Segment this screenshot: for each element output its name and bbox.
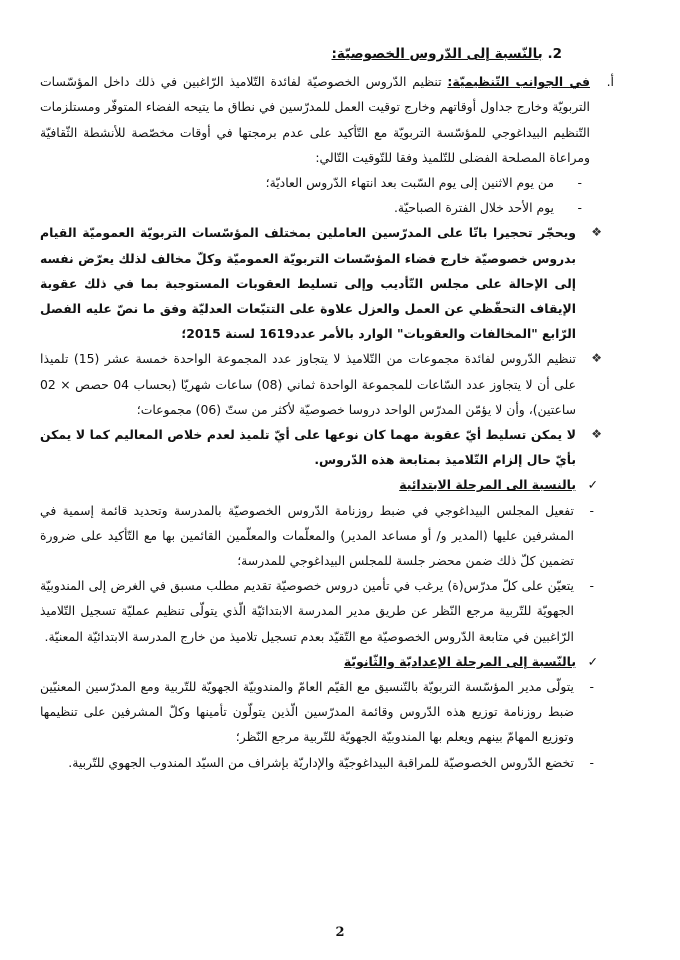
secondary-stage-heading bbox=[40, 649, 598, 674]
organizational-aspects-paragraph bbox=[40, 69, 614, 170]
item-a-lead: في الجوانب التّنظيميّة: bbox=[447, 74, 590, 90]
primary-item-text: يتعيّن على كلّ مدرّس(ة) يرغب في تأمين دروس خصوصيّة تقديم مطلب مسبق في الغرض إلى المندوبيّة الجهويّة للتّربية مرجع النّظر عن طريق مدير المدرسة الابتدائيّة الّذي يتولّى تنظيم عمليّة تسجيل التّلاميذ الرّاغبين في متابعة الدّروس الخصوصيّة مع التّقيّد بعدم تسجيل تلاميذ من خارج المدرسة الابتدائيّة المعنيّة. bbox=[40, 578, 574, 644]
bullet-text: تنظيم الدّروس لفائدة مجموعات من التّلاميذ لا يتجاوز عدد المجموعة الواحدة خمسة عشر (15) تلميذا على أن لا يتجاوز عدد السّاعات للمجموعة الواحدة ثماني (08) ساعات شهريّا (بحساب 04 حصص × 02 ساعتين)، وأن لا يؤمّن المدرّس الواحد دروسا خصوصيّة لأكثر من ستّ (06) مجموعات؛ bbox=[40, 351, 576, 417]
primary-stage-title: بالنسبة الى المرحلة الابتدائية bbox=[399, 477, 576, 493]
dash-icon: - bbox=[577, 200, 582, 216]
dash-icon: - bbox=[577, 175, 582, 191]
document-body bbox=[40, 42, 658, 775]
secondary-item bbox=[40, 750, 598, 775]
secondary-item-text: تخضع الدّروس الخصوصيّة للمراقبة البيداغوجيّة والإداريّة بإشراف من السيّد المندوب الجهوي للتّربية. bbox=[68, 754, 574, 770]
secondary-stage-title: بالنّسبة إلى المرحلة الإعداديّة والثّانويّة bbox=[343, 653, 576, 669]
bullet-text: لا يمكن تسليط أيّ عقوبة مهما كان نوعها على أيّ تلميذ لعدم خلاص المعاليم كما لا يمكن بأيّ حال إلزام التّلاميذ بمتابعة هذه الدّروس. bbox=[40, 427, 576, 468]
item-a-marker: أ. bbox=[606, 74, 614, 90]
section-number: 2. bbox=[547, 46, 562, 62]
diamond-bullet-icon: ❖ bbox=[591, 225, 602, 240]
dash-icon: - bbox=[589, 502, 594, 518]
prohibition-bullet bbox=[40, 220, 602, 346]
no-penalty-bullet bbox=[40, 422, 602, 472]
dash-icon: - bbox=[589, 578, 594, 594]
section-title: بالنّسبة إلى الدّروس الخصوصيّة: bbox=[331, 46, 543, 62]
page-number: 2 bbox=[335, 925, 345, 940]
schedule-item bbox=[40, 195, 590, 220]
dash-icon: - bbox=[589, 754, 594, 770]
dash-icon: - bbox=[589, 679, 594, 695]
primary-stage-heading bbox=[40, 472, 598, 497]
diamond-bullet-icon: ❖ bbox=[591, 427, 602, 442]
schedule-item-text: يوم الأحد خلال الفترة الصباحيّة. bbox=[393, 200, 554, 216]
schedule-item-text: من يوم الاثنين إلى يوم السّبت بعد انتهاء الدّروس العاديّة؛ bbox=[265, 175, 554, 191]
secondary-item bbox=[40, 674, 598, 750]
schedule-item bbox=[40, 170, 590, 195]
checkmark-icon: ✓ bbox=[587, 653, 598, 669]
primary-item bbox=[40, 498, 598, 574]
primary-item-text: تفعيل المجلس البيداغوجي في ضبط روزنامة الدّروس الخصوصيّة بالمدرسة وتحديد قائمة إسمية في المشرفين عليها (المدير و/ أو مساعد المدير) والمعلّمات والمعلّمين القائمين بها مع التّأكيد على ضرورة تضمين كلّ ذلك ضمن محضر جلسة للمجلس البيداغوجي للمدرسة؛ bbox=[40, 502, 574, 569]
diamond-bullet-icon: ❖ bbox=[591, 351, 602, 366]
bullet-text: ويحجّر تحجيرا باتّا على المدرّسين العاملين بمختلف المؤسّسات التربويّة العموميّة القيام بدروس خصوصيّة خارج فضاء المؤسّسات التربويّة العموميّة وكلّ مخالف لذلك يعرّض نفسه إلى الإحالة على مجلس التّأديب وإلى تسليط العقوبات المستوجبة بما في ذلك عقوبة الإيقاف التحفّظي عن العمل والعزل علاوة على التتبّعات العدليّة وفق ما نصّ عليه الفصل الرّابع "المخالفات والعقوبات" الوارد بالأمر عدد1619 لسنة 2015؛ bbox=[40, 225, 576, 342]
group-limits-bullet bbox=[40, 346, 602, 422]
checkmark-icon: ✓ bbox=[587, 477, 598, 493]
item-a-text: تنظيم الدّروس الخصوصيّة لفائدة التّلاميذ الرّاغبين في ذلك داخل المؤسّسات التربويّة وخارج جداول أوقاتهم وخارج توقيت العمل للمدرّسين في نطاق ما يتيحه الفضاء المتوفّر ومستلزمات التّنظيم البيداغوجي للمؤسّسة التربويّة مع التّأكيد على عدم برمجتها في أوقات مخصّصة للأنشطة الثّقافيّة ومراعاة المصلحة الفضلى للتّلميذ وفقا للتّوقيت التّالي: bbox=[40, 74, 590, 165]
secondary-item-text: يتولّى مدير المؤسّسة التربويّة بالتّنسيق مع القيّم العامّ والمندوبيّة الجهويّة للتّربية ومع المدرّسين المعنيّين ضبط روزنامة توزيع هذه الدّروس وقائمة المدرّسين الّذين يتولّون تأمينها وكلّ المشرفين على تنظيمها وتوزيع المهامّ بينهم ويعلم بها المندوبيّة الجهويّة للتّربية مرجع النّظر؛ bbox=[40, 679, 574, 745]
section-heading bbox=[40, 42, 658, 67]
primary-item bbox=[40, 573, 598, 649]
